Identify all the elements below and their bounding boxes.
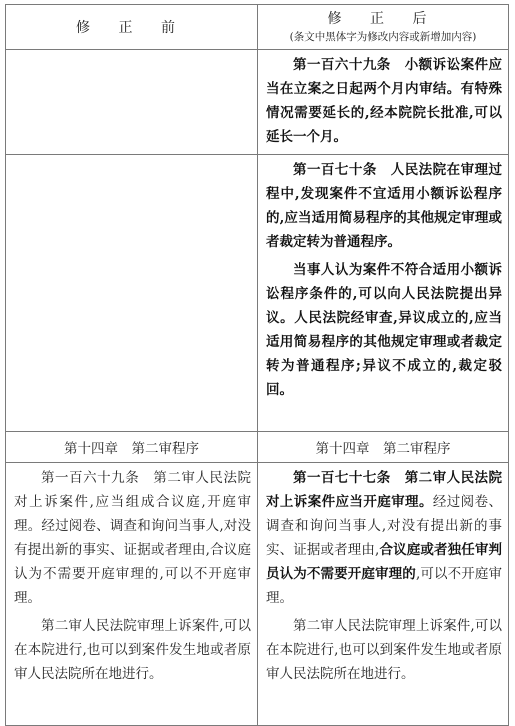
bold-text-run: 第一百七十条 人民法院在审理过程中,发现案件不宜适用小额诉讼程序的,应当适用简易程序的其他规定审理或者裁定转为普通程序。	[266, 162, 502, 250]
after-cell	[258, 50, 509, 155]
comparison-table-page	[5, 4, 508, 726]
text-run: ,可以不开庭审理。	[266, 566, 503, 606]
bold-text-run: 第一百六十九条 小额诉讼案件应当在立案之日起两个月内审结。有特殊情况需要延长的,经本院院长批准,可以延长一个月。	[266, 57, 502, 145]
chapter-title-before: 第十四章 第二审程序	[6, 432, 258, 463]
paragraph	[266, 614, 502, 686]
before-cell-empty	[6, 155, 258, 432]
article-row-170-new	[6, 155, 509, 432]
after-cell	[258, 155, 509, 432]
header-after-note: (条文中黑体字为修改内容或新增加内容)	[289, 31, 477, 43]
article-row-second-instance	[6, 463, 509, 726]
paragraph	[266, 258, 502, 402]
text-run: 第一百六十九条 第二审人民法院对上诉案件,应当组成合议庭,开庭审理。经过阅卷、调查和询问当事人,对没有提出新的事实、证据或者理由,合议庭认为不需要开庭审理的,可以不开庭审理。	[14, 470, 251, 606]
bold-text-run: 第一百七十七条 第二审人民法院对上诉案件应当开庭审理。	[266, 470, 502, 510]
header-after-cell	[258, 5, 509, 50]
paragraph	[14, 614, 251, 686]
revision-comparison-table	[5, 4, 509, 726]
header-row	[6, 5, 509, 50]
text-run: 经过阅卷、调查和询问当事人,对没有提出新的事实、证据或者理由,	[266, 494, 502, 558]
header-after: 修 正 后	[327, 11, 439, 27]
paragraph	[266, 158, 502, 254]
after-cell	[258, 463, 509, 726]
bold-text-run: 当事人认为案件不符合适用小额诉讼程序条件的,可以向人民法院提出异议。人民法院经审查,异议成立的,应当适用简易程序的其他规定审理或者裁定转为普通程序;异议不成立的,裁定驳回。	[266, 262, 502, 398]
chapter-row	[6, 432, 509, 463]
paragraph	[266, 53, 502, 149]
before-cell-empty	[6, 50, 258, 155]
paragraph	[266, 466, 502, 610]
chapter-title-after: 第十四章 第二审程序	[258, 432, 509, 463]
before-cell	[6, 463, 258, 726]
article-row-169-new	[6, 50, 509, 155]
text-run: 第二审人民法院审理上诉案件,可以在本院进行,也可以到案件发生地或者原审人民法院所在地进行。	[14, 618, 251, 682]
paragraph	[14, 466, 251, 610]
bold-text-run: 合议庭或者独任审判员认为不需要开庭审理的	[266, 542, 502, 582]
text-run: 第二审人民法院审理上诉案件,可以在本院进行,也可以到案件发生地或者原审人民法院所在地进行。	[266, 618, 502, 682]
header-before: 修 正 前	[6, 5, 258, 50]
